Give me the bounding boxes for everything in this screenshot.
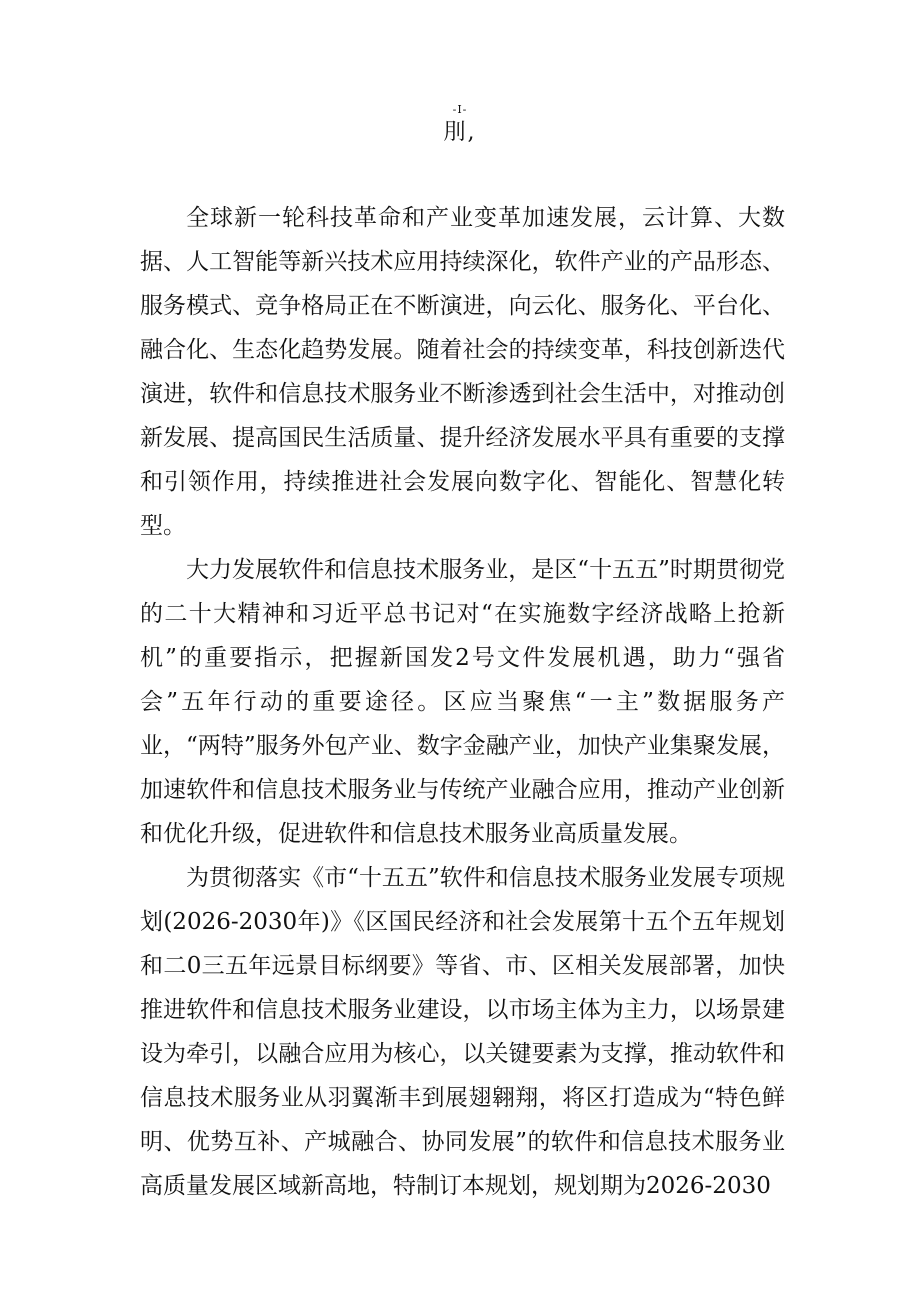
paragraph-2: 大力发展软件和信息技术服务业，是区“十五五”时期贯彻党的二十大精神和习近平总书记对“在实施数字经济战略上抢新机”的重要指示，把握新国发2号文件发展机遇，助力“强省会”五年行动的重要途径。区应当聚焦“一主”数据服务产业，“两特”服务外包产业、数字金融产业，加快产业集聚发展，加速软件和信息技术服务业与传统产业融合应用，推动产业创新和优化升级，促进软件和信息技术服务业高质量发展。 xyxy=(140,557,785,847)
page-title: 刖, xyxy=(443,120,477,145)
paragraph-1: 全球新一轮科技革命和产业变革加速发展，云计算、大数据、人工智能等新兴技术应用持续深化，软件产业的产品形态、服务模式、竞争格局正在不断演进，向云化、服务化、平台化、融合化、生态化趋势发展。随着社会的持续变革，科技创新迭代演进，软件和信息技术服务业不断渗透到社会生活中，对推动创新发展、提高国民生活质量、提升经济发展水平具有重要的支撑和引领作用，持续推进社会发展向数字化、智能化、智慧化转型。 xyxy=(140,205,785,539)
header-mark: -I- xyxy=(452,103,468,116)
body-text xyxy=(140,196,785,1208)
paragraph-3: 为贯彻落实《市“十五五”软件和信息技术服务业发展专项规划(2026-2030年)》《区国民经济和社会发展第十五个五年规划和二0三五年远景目标纲要》等省、市、区相关发展部署，加快推进软件和信息技术服务业建设，以市场主体为主力，以场景建设为牵引，以融合应用为核心，以关键要素为支撑，推动软件和信息技术服务业从羽翼渐丰到展翅翱翔，将区打造成为“特色鲜明、优势互补、产城融合、协同发展”的软件和信息技术服务业高质量发展区域新高地，特制订本规划，规划期为2026-2030 xyxy=(140,865,785,1199)
